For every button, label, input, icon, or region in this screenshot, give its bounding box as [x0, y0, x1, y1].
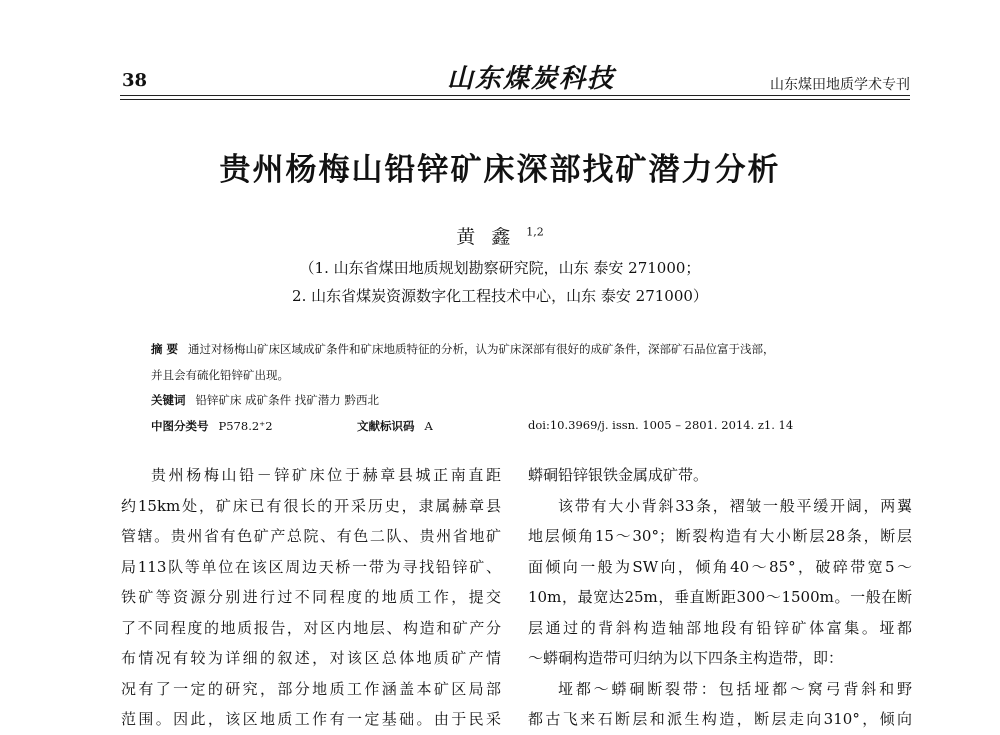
text-line: 况有了一定的研究，部分地质工作涵盖本矿区局部	[121, 679, 501, 698]
author-name: 黄鑫	[456, 226, 527, 248]
text-line: 该带有大小背斜33条，褶皱一般平缓开阔，两翼	[558, 496, 912, 515]
keywords-value: 铅锌矿床 成矿条件 找矿潜力 黔西北	[195, 393, 379, 407]
doi: doi:10.3969/j. issn. 1005 – 2801. 2014. z1. 14	[528, 418, 794, 432]
abstract-line-1	[151, 341, 911, 357]
issue-label: 山东煤田地质学术专刊	[770, 77, 910, 93]
document-code-line	[357, 418, 433, 434]
abstract-line-2: 并且会有硫化铅锌矿出现。	[151, 368, 289, 382]
affiliation-1: （1. 山东省煤田地质规划勘察研究院，山东 泰安 271000；	[299, 259, 701, 277]
article-title: 贵州杨梅山铅锌矿床深部找矿潜力分析	[219, 152, 781, 188]
document-code-value: A	[424, 419, 433, 433]
abstract-label: 摘 要	[151, 342, 179, 356]
text-line: 面倾向一般为SW向，倾角40～85°，破碎带宽5～	[528, 557, 912, 576]
text-line: 范围。因此，该区地质工作有一定基础。由于民采	[121, 710, 501, 728]
clc-value: P578.2⁺2	[218, 419, 273, 433]
author-affiliation-marks: 1,2	[526, 225, 544, 239]
text-line: 地层倾角15～30°；断裂构造有大小断层28条，断层	[528, 527, 912, 545]
text-line: ～蟒硐构造带可归纳为以下四条主构造带，即：	[528, 649, 844, 667]
clc-label: 中图分类号	[151, 419, 209, 433]
text-line: 布情况有较为详细的叙述，对该区总体地质矿产情	[121, 649, 501, 667]
text-line: 约15km处，矿床已有很长的开采历史，隶属赫章县	[121, 496, 501, 515]
document-code-label: 文献标识码	[357, 419, 415, 433]
keywords-line	[151, 392, 911, 408]
page-number: 38	[122, 70, 148, 91]
author-line	[0, 222, 1000, 249]
text-line: 垭都～蟒硐断裂带：包括垭都～窝弓背斜和野	[558, 679, 912, 698]
text-line: 贵州杨梅山铅－锌矿床位于赫章县城正南直距	[151, 466, 501, 484]
text-line: 层通过的背斜构造轴部地段有铅锌矿体富集。垭都	[528, 618, 912, 637]
text-line: 蟒硐铅锌银铁金属成矿带。	[528, 466, 709, 484]
text-line: 铁矿等资源分别进行过不同程度的地质工作，提交	[121, 588, 501, 606]
text-line: 都古飞来石断层和派生构造，断层走向310°，倾向	[528, 710, 912, 728]
header-rule	[120, 95, 910, 96]
text-line: 管辖。贵州省有色矿产总院、有色二队、贵州省地矿	[121, 527, 501, 545]
text-line: 了不同程度的地质报告，对区内地层、构造和矿产分	[121, 618, 501, 637]
body-column-left	[121, 460, 501, 735]
keywords-label: 关键词	[151, 393, 186, 407]
text-line: 局113队等单位在该区周边天桥一带为寻找铅锌矿、	[121, 557, 501, 576]
affiliation-2: 2. 山东省煤炭资源数字化工程技术中心，山东 泰安 271000）	[292, 287, 708, 305]
journal-logo: 山东煤炭科技	[447, 64, 616, 94]
clc-line	[151, 418, 273, 434]
abstract-text: 通过对杨梅山矿床区域成矿条件和矿床地质特征的分析，认为矿床深部有很好的成矿条件，深部矿石品位富于浅部，	[188, 342, 775, 356]
header-rule-thin	[120, 99, 910, 100]
text-line: 10m，最宽达25m，垂直断距300～1500m。一般在断	[528, 588, 912, 606]
body-column-right	[528, 460, 912, 735]
